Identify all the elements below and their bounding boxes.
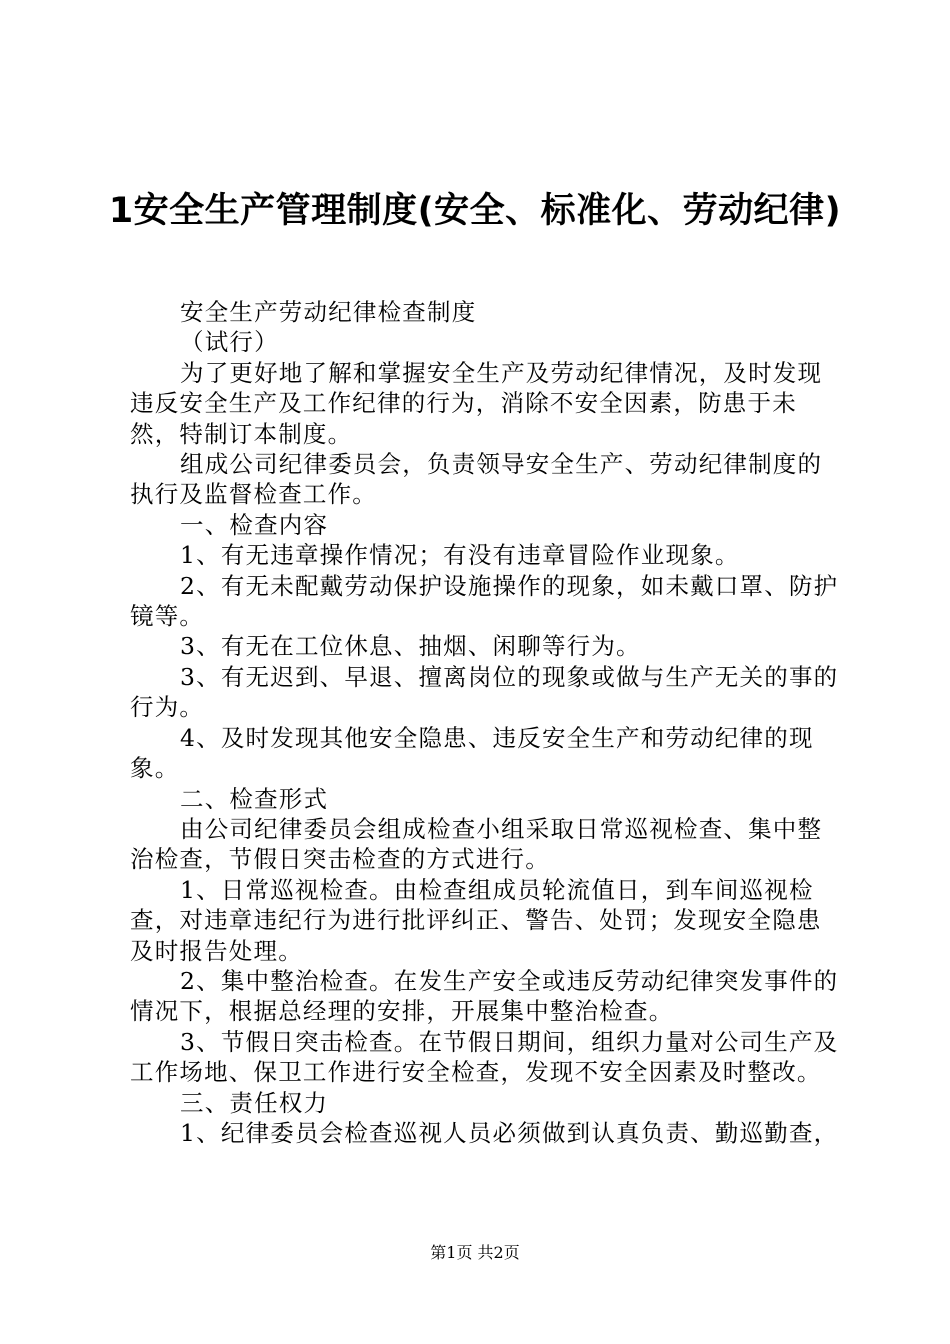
- paragraph: 为了更好地了解和掌握安全生产及劳动纪律情况，及时发现违反安全生产及工作纪律的行为，消除不安全因素，防患于未然，特制订本制度。: [130, 358, 823, 448]
- list-item: 1、有无违章操作情况；有没有违章冒险作业现象。: [180, 541, 740, 570]
- document-body: [130, 297, 842, 1148]
- list-item: 3、有无迟到、早退、擅离岗位的现象或做与生产无关的事的行为。: [130, 662, 839, 722]
- list-item: 2、有无未配戴劳动保护设施操作的现象，如未戴口罩、防护镜等。: [130, 571, 839, 631]
- list-item: 1、纪律委员会检查巡视人员必须做到认真负责、勤巡勤查，: [180, 1118, 839, 1147]
- list-item: 2、集中整治检查。在发生产安全或违反劳动纪律突发事件的情况下，根据总经理的安排，开展集中整治检查。: [130, 966, 839, 1026]
- paragraph: 组成公司纪律委员会，负责领导安全生产、劳动纪律制度的执行及监督检查工作。: [130, 450, 823, 509]
- paragraph: 由公司纪律委员会组成检查小组采取日常巡视检查、集中整治检查，节假日突击检查的方式进行。: [130, 814, 823, 874]
- section-heading: 三、责任权力: [180, 1088, 329, 1117]
- list-item: 1、日常巡视检查。由检查组成员轮流值日，到车间巡视检查，对违章违纪行为进行批评纠正、警告、处罚；发现安全隐患及时报告处理。: [130, 875, 822, 965]
- page-footer: 第1页 共2页: [430, 1243, 520, 1262]
- list-item: 4、及时发现其他安全隐患、违反安全生产和劳动纪律的现象。: [130, 723, 814, 783]
- section-heading: 一、检查内容: [180, 510, 329, 539]
- paragraph: （试行）: [180, 328, 279, 357]
- list-item: 3、有无在工位休息、抽烟、闲聊等行为。: [180, 632, 641, 661]
- document-title: 1安全生产管理制度(安全、标准化、劳动纪律): [108, 191, 842, 231]
- section-heading: 二、检查形式: [180, 784, 329, 813]
- list-item: 3、节假日突击检查。在节假日期间，组织力量对公司生产及工作场地、保卫工作进行安全检查，发现不安全因素及时整改。: [130, 1027, 839, 1087]
- paragraph: 安全生产劳动纪律检查制度: [180, 298, 477, 326]
